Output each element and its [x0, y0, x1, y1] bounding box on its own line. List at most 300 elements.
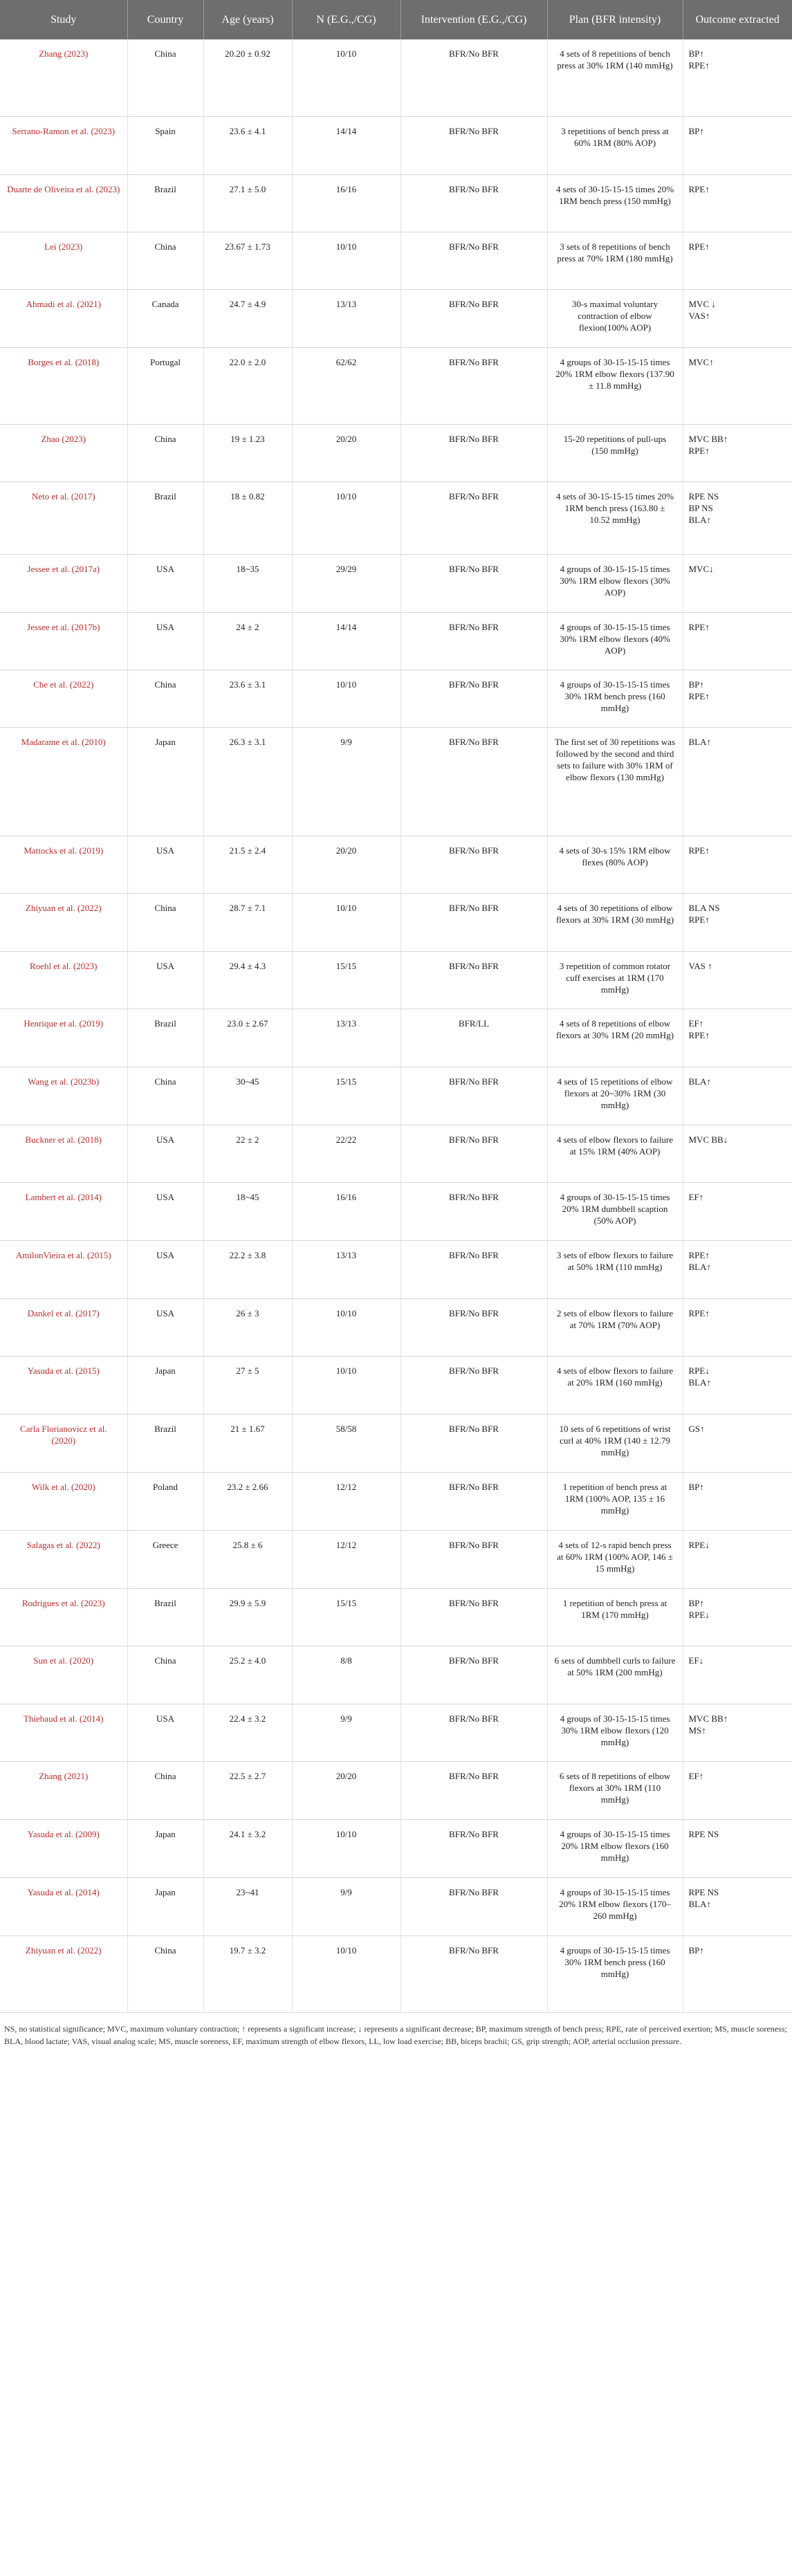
age-cell: 23.0 ± 2.67 — [203, 1009, 292, 1067]
country-cell: Japan — [127, 1356, 203, 1414]
age-cell: 23.67 ± 1.73 — [203, 232, 292, 289]
table-row — [0, 893, 792, 951]
outcome-item: MVC↑ — [688, 356, 714, 367]
outcome-cell — [683, 1472, 792, 1530]
table-row — [0, 1356, 792, 1414]
outcome-item: BP↑ — [688, 125, 704, 136]
age-cell: 22.2 ± 3.8 — [203, 1240, 292, 1298]
table-row — [0, 424, 792, 481]
age-cell: 24 ± 2 — [203, 612, 292, 670]
outcome-item: MS↑ — [688, 1724, 706, 1736]
age-cell: 29.9 ± 5.9 — [203, 1588, 292, 1646]
n-cell: 15/15 — [292, 1588, 400, 1646]
outcome-cell — [683, 116, 792, 174]
outcome-cell — [683, 1819, 792, 1877]
plan-cell: 3 sets of elbow flexors to failure at 50% 1RM (110 mmHg) — [547, 1240, 683, 1298]
plan-cell: 4 sets of 8 repetitions of elbow flexors at 30% 1RM (20 mmHg) — [547, 1009, 683, 1067]
intervention-cell: BFR/No BFR — [400, 670, 547, 727]
plan-cell: 3 repetition of common rotator cuff exercises at 1RM (170 mmHg) — [547, 951, 683, 1009]
study-cell: Yasuda et al. (2015) — [0, 1356, 127, 1414]
plan-cell: 4 sets of 8 repetitions of bench press at 30% 1RM (140 mmHg) — [547, 39, 683, 116]
outcome-cell — [683, 1877, 792, 1935]
country-cell: USA — [127, 1240, 203, 1298]
table-row — [0, 1414, 792, 1472]
plan-cell: 4 groups of 30-15-15-15 times 20% 1RM elbow flexors (170–260 mmHg) — [547, 1877, 683, 1935]
outcome-item: RPE↓ — [688, 1609, 710, 1620]
n-cell: 10/10 — [292, 232, 400, 289]
age-cell: 23.6 ± 4.1 — [203, 116, 292, 174]
plan-cell: 4 sets of 30-15-15-15 times 20% 1RM bench press (150 mmHg) — [547, 174, 683, 232]
table-row — [0, 1067, 792, 1125]
age-cell: 20.20 ± 0.92 — [203, 39, 292, 116]
age-cell: 24.1 ± 3.2 — [203, 1819, 292, 1877]
outcome-item: RPE↑ — [688, 621, 710, 632]
age-cell: 22.5 ± 2.7 — [203, 1761, 292, 1819]
study-cell: Mattocks et al. (2019) — [0, 836, 127, 893]
intervention-cell: BFR/No BFR — [400, 1935, 547, 2012]
plan-cell: 4 sets of 30-s 15% 1RM elbow flexes (80% AOP) — [547, 836, 683, 893]
age-cell: 23.2 ± 2.66 — [203, 1472, 292, 1530]
outcome-item: BLA↑ — [688, 514, 711, 525]
age-cell: 26.3 ± 3.1 — [203, 727, 292, 836]
intervention-cell: BFR/No BFR — [400, 951, 547, 1009]
outcome-cell — [683, 836, 792, 893]
table-footnote: NS, no statistical significance; MVC, maximum voluntary contraction; ↑ represents a significant increase; ↓ represents a significant decrease; BP, maximum strength of bench press; RPE, rate of perceived exertion; MS, muscle soreness; BLA, blood lactate; VAS, visual analog scale; MS, muscle soreness, EF, maximum strength of elbow flexors, LL, low load exercise; BB, biceps brachii; GS, grip strength; AOP, arterial occlusion pressure. — [4, 2023, 787, 2046]
n-cell: 62/62 — [292, 347, 400, 424]
header-country: Country — [127, 0, 203, 39]
age-cell: 28.7 ± 7.1 — [203, 893, 292, 951]
outcome-cell — [683, 1761, 792, 1819]
intervention-cell: BFR/No BFR — [400, 1472, 547, 1530]
country-cell: Japan — [127, 1877, 203, 1935]
country-cell: China — [127, 1067, 203, 1125]
intervention-cell: BFR/No BFR — [400, 1414, 547, 1472]
n-cell: 10/10 — [292, 481, 400, 554]
plan-cell: 4 sets of 12-s rapid bench press at 60% 1RM (100% AOP, 146 ± 15 mmHg) — [547, 1530, 683, 1588]
study-cell: Henrique et al. (2019) — [0, 1009, 127, 1067]
intervention-cell: BFR/No BFR — [400, 893, 547, 951]
intervention-cell: BFR/No BFR — [400, 1240, 547, 1298]
table-row — [0, 1009, 792, 1067]
table-row — [0, 347, 792, 424]
study-cell: Che et al. (2022) — [0, 670, 127, 727]
study-cell: Salagas et al. (2022) — [0, 1530, 127, 1588]
outcome-item: EF↑ — [688, 1018, 704, 1029]
outcome-cell — [683, 670, 792, 727]
country-cell: China — [127, 1935, 203, 2012]
study-cell: Yasuda et al. (2014) — [0, 1877, 127, 1935]
age-cell: 18~35 — [203, 554, 292, 612]
table-row — [0, 1646, 792, 1704]
table-row — [0, 670, 792, 727]
study-cell: Rodrigues et al. (2023) — [0, 1588, 127, 1646]
outcome-cell — [683, 424, 792, 481]
outcome-item: RPE↓ — [688, 1365, 710, 1376]
country-cell: China — [127, 39, 203, 116]
plan-cell: 4 groups of 30-15-15-15 times 30% 1RM bench press (160 mmHg) — [547, 1935, 683, 2012]
study-cell: Zhang (2023) — [0, 39, 127, 116]
outcome-cell — [683, 1240, 792, 1298]
n-cell: 15/15 — [292, 1067, 400, 1125]
plan-cell: 6 sets of dumbbell curls to failure at 50% 1RM (200 mmHg) — [547, 1646, 683, 1704]
outcome-item: VAS↑ — [688, 310, 710, 321]
plan-cell: 2 sets of elbow flexors to failure at 70% 1RM (70% AOP) — [547, 1298, 683, 1356]
table-row — [0, 1240, 792, 1298]
outcome-cell — [683, 1182, 792, 1240]
study-cell: Jessee et al. (2017a) — [0, 554, 127, 612]
outcome-cell — [683, 174, 792, 232]
age-cell: 29.4 ± 4.3 — [203, 951, 292, 1009]
country-cell: Japan — [127, 1819, 203, 1877]
study-cell: Borges et al. (2018) — [0, 347, 127, 424]
study-cell: Buckner et al. (2018) — [0, 1125, 127, 1182]
n-cell: 10/10 — [292, 1935, 400, 2012]
intervention-cell: BFR/No BFR — [400, 232, 547, 289]
table-row — [0, 612, 792, 670]
outcome-cell — [683, 1646, 792, 1704]
age-cell: 27 ± 5 — [203, 1356, 292, 1414]
n-cell: 10/10 — [292, 893, 400, 951]
intervention-cell: BFR/No BFR — [400, 347, 547, 424]
table-row — [0, 554, 792, 612]
table-row — [0, 951, 792, 1009]
outcome-item: BLA↑ — [688, 1076, 711, 1087]
outcome-cell — [683, 1704, 792, 1761]
n-cell: 10/10 — [292, 1356, 400, 1414]
intervention-cell: BFR/No BFR — [400, 424, 547, 481]
outcome-cell — [683, 951, 792, 1009]
outcome-item: RPE↑ — [688, 1307, 710, 1318]
n-cell: 8/8 — [292, 1646, 400, 1704]
country-cell: USA — [127, 836, 203, 893]
intervention-cell: BFR/No BFR — [400, 1646, 547, 1704]
study-cell: Carla Florianovicz et al. (2020) — [0, 1414, 127, 1472]
study-cell: Zhao (2023) — [0, 424, 127, 481]
age-cell: 26 ± 3 — [203, 1298, 292, 1356]
study-cell: Sun et al. (2020) — [0, 1646, 127, 1704]
outcome-cell — [683, 612, 792, 670]
table-body — [0, 39, 792, 2012]
intervention-cell: BFR/No BFR — [400, 1588, 547, 1646]
header-study: Study — [0, 0, 127, 39]
intervention-cell: BFR/No BFR — [400, 1704, 547, 1761]
age-cell: 19.7 ± 3.2 — [203, 1935, 292, 2012]
intervention-cell: BFR/No BFR — [400, 1530, 547, 1588]
age-cell: 22 ± 2 — [203, 1125, 292, 1182]
country-cell: China — [127, 670, 203, 727]
outcome-item: RPE↑ — [688, 690, 710, 701]
country-cell: USA — [127, 612, 203, 670]
study-cell: Roehl et al. (2023) — [0, 951, 127, 1009]
n-cell: 29/29 — [292, 554, 400, 612]
plan-cell: 10 sets of 6 repetitions of wrist curl at 40% 1RM (140 ± 12.79 mmHg) — [547, 1414, 683, 1472]
outcome-item: BP↑ — [688, 48, 704, 59]
study-cell: Zhiyuan et al. (2022) — [0, 893, 127, 951]
country-cell: Brazil — [127, 1414, 203, 1472]
age-cell: 22.0 ± 2.0 — [203, 347, 292, 424]
table-row — [0, 836, 792, 893]
n-cell: 58/58 — [292, 1414, 400, 1472]
n-cell: 10/10 — [292, 1298, 400, 1356]
study-cell: Zhiyuan et al. (2022) — [0, 1935, 127, 2012]
outcome-item: RPE↑ — [688, 1029, 710, 1040]
plan-cell: 6 sets of 8 repetitions of elbow flexors at 30% 1RM (110 mmHg) — [547, 1761, 683, 1819]
study-cell: Zhang (2021) — [0, 1761, 127, 1819]
outcome-item: RPE↑ — [688, 183, 710, 194]
study-cell: Duarte de Oliveira et al. (2023) — [0, 174, 127, 232]
country-cell: USA — [127, 1704, 203, 1761]
n-cell: 16/16 — [292, 1182, 400, 1240]
plan-cell: 4 groups of 30-15-15-15 times 20% 1RM elbow flexors (160 mmHg) — [547, 1819, 683, 1877]
intervention-cell: BFR/LL — [400, 1009, 547, 1067]
outcome-cell — [683, 481, 792, 554]
country-cell: Brazil — [127, 1009, 203, 1067]
intervention-cell: BFR/No BFR — [400, 612, 547, 670]
n-cell: 13/13 — [292, 1009, 400, 1067]
age-cell: 23~41 — [203, 1877, 292, 1935]
outcome-item: RPE↑ — [688, 914, 710, 925]
country-cell: USA — [127, 554, 203, 612]
header-age: Age (years) — [203, 0, 292, 39]
n-cell: 12/12 — [292, 1472, 400, 1530]
outcome-item: RPE↑ — [688, 60, 710, 71]
n-cell: 10/10 — [292, 39, 400, 116]
intervention-cell: BFR/No BFR — [400, 481, 547, 554]
plan-cell: 4 groups of 30-15-15-15 times 30% 1RM elbow flexors (30% AOP) — [547, 554, 683, 612]
plan-cell: 4 groups of 30-15-15-15 times 20% 1RM dumbbell scaption (50% AOP) — [547, 1182, 683, 1240]
outcome-item: VAS ↑ — [688, 960, 712, 971]
n-cell: 22/22 — [292, 1125, 400, 1182]
plan-cell: 1 repetition of bench press at 1RM (170 mmHg) — [547, 1588, 683, 1646]
plan-cell: 4 groups of 30-15-15-15 times 30% 1RM elbow flexors (40% AOP) — [547, 612, 683, 670]
intervention-cell: BFR/No BFR — [400, 727, 547, 836]
table-row — [0, 1877, 792, 1935]
outcome-cell — [683, 1009, 792, 1067]
intervention-cell: BFR/No BFR — [400, 116, 547, 174]
outcome-item: RPE NS — [688, 1886, 719, 1897]
outcome-cell — [683, 1588, 792, 1646]
outcome-item: BLA NS — [688, 902, 720, 913]
age-cell: 24.7 ± 4.9 — [203, 289, 292, 347]
n-cell: 14/14 — [292, 612, 400, 670]
study-cell: Neto et al. (2017) — [0, 481, 127, 554]
header-n: N (E.G.,/CG) — [292, 0, 400, 39]
table-row — [0, 1182, 792, 1240]
table-row — [0, 481, 792, 554]
country-cell: Spain — [127, 116, 203, 174]
n-cell: 14/14 — [292, 116, 400, 174]
age-cell: 25.2 ± 4.0 — [203, 1646, 292, 1704]
study-cell: Jessee et al. (2017b) — [0, 612, 127, 670]
plan-cell: 3 sets of 8 repetitions of bench press at 70% 1RM (180 mmHg) — [547, 232, 683, 289]
outcome-cell — [683, 232, 792, 289]
age-cell: 21.5 ± 2.4 — [203, 836, 292, 893]
table-row — [0, 116, 792, 174]
outcome-item: BLA↑ — [688, 736, 711, 747]
plan-cell: 4 groups of 30-15-15-15 times 30% 1RM elbow flexors (120 mmHg) — [547, 1704, 683, 1761]
outcome-item: RPE↓ — [688, 1539, 710, 1550]
country-cell: Brazil — [127, 1588, 203, 1646]
table-row — [0, 289, 792, 347]
age-cell: 18~45 — [203, 1182, 292, 1240]
plan-cell: 15-20 repetitions of pull-ups (150 mmHg) — [547, 424, 683, 481]
intervention-cell: BFR/No BFR — [400, 1877, 547, 1935]
outcome-item: MVC ↓ — [688, 298, 716, 309]
outcome-cell — [683, 554, 792, 612]
intervention-cell: BFR/No BFR — [400, 1819, 547, 1877]
plan-cell: 4 sets of 30-15-15-15 times 20% 1RM bench press (163.80 ± 10.52 mmHg) — [547, 481, 683, 554]
outcome-item: BP↑ — [688, 1944, 704, 1956]
intervention-cell: BFR/No BFR — [400, 39, 547, 116]
table-row — [0, 1761, 792, 1819]
intervention-cell: BFR/No BFR — [400, 174, 547, 232]
n-cell: 20/20 — [292, 424, 400, 481]
outcome-item: BP↑ — [688, 1481, 704, 1492]
table-row — [0, 174, 792, 232]
n-cell: 9/9 — [292, 1877, 400, 1935]
outcome-cell — [683, 1356, 792, 1414]
n-cell: 9/9 — [292, 1704, 400, 1761]
outcome-item: EF↑ — [688, 1770, 704, 1781]
intervention-cell: BFR/No BFR — [400, 1298, 547, 1356]
outcome-item: GS↑ — [688, 1423, 705, 1434]
header-intervention: Intervention (E.G.,/CG) — [400, 0, 547, 39]
age-cell: 22.4 ± 3.2 — [203, 1704, 292, 1761]
n-cell: 10/10 — [292, 670, 400, 727]
table-header — [0, 0, 792, 39]
table-row — [0, 1704, 792, 1761]
n-cell: 9/9 — [292, 727, 400, 836]
table-row — [0, 1298, 792, 1356]
n-cell: 20/20 — [292, 836, 400, 893]
country-cell: China — [127, 232, 203, 289]
n-cell: 15/15 — [292, 951, 400, 1009]
outcome-item: RPE↑ — [688, 1249, 710, 1260]
outcome-item: RPE↑ — [688, 445, 710, 456]
outcome-item: RPE↑ — [688, 845, 710, 856]
outcome-cell — [683, 1935, 792, 2012]
outcome-cell — [683, 1530, 792, 1588]
n-cell: 10/10 — [292, 1819, 400, 1877]
outcome-cell — [683, 893, 792, 951]
outcome-item: RPE NS — [688, 490, 719, 502]
outcome-item: BP↑ — [688, 679, 704, 690]
outcome-cell — [683, 1067, 792, 1125]
plan-cell: 4 groups of 30-15-15-15 times 20% 1RM elbow flexors (137.90 ± 11.8 mmHg) — [547, 347, 683, 424]
plan-cell: The first set of 30 repetitions was followed by the second and third sets to failure with 30% 1RM of elbow flexors (130 mmHg) — [547, 727, 683, 836]
study-cell: Wang et al. (2023b) — [0, 1067, 127, 1125]
intervention-cell: BFR/No BFR — [400, 1125, 547, 1182]
n-cell: 12/12 — [292, 1530, 400, 1588]
table-row — [0, 727, 792, 836]
study-cell: Ahmadi et al. (2021) — [0, 289, 127, 347]
outcome-cell — [683, 347, 792, 424]
intervention-cell: BFR/No BFR — [400, 554, 547, 612]
outcome-item: BLA↑ — [688, 1261, 711, 1272]
age-cell: 23.6 ± 3.1 — [203, 670, 292, 727]
outcome-item: MVC BB↑ — [688, 1713, 728, 1724]
country-cell: China — [127, 1761, 203, 1819]
intervention-cell: BFR/No BFR — [400, 1182, 547, 1240]
country-cell: China — [127, 1646, 203, 1704]
age-cell: 27.1 ± 5.0 — [203, 174, 292, 232]
n-cell: 13/13 — [292, 289, 400, 347]
plan-cell: 4 sets of elbow flexors to failure at 20% 1RM (160 mmHg) — [547, 1356, 683, 1414]
country-cell: USA — [127, 1182, 203, 1240]
n-cell: 20/20 — [292, 1761, 400, 1819]
country-cell: Poland — [127, 1472, 203, 1530]
table-row — [0, 1819, 792, 1877]
plan-cell: 30-s maximal voluntary contraction of elbow flexion(100% AOP) — [547, 289, 683, 347]
intervention-cell: BFR/No BFR — [400, 1356, 547, 1414]
country-cell: USA — [127, 951, 203, 1009]
outcome-cell — [683, 727, 792, 836]
header-outcome: Outcome extracted — [683, 0, 792, 39]
study-cell: Wilk et al. (2020) — [0, 1472, 127, 1530]
intervention-cell: BFR/No BFR — [400, 289, 547, 347]
outcome-item: BLA↑ — [688, 1377, 711, 1388]
plan-cell: 3 repetitions of bench press at 60% 1RM (80% AOP) — [547, 116, 683, 174]
outcome-item: MVC↓ — [688, 563, 714, 574]
table-row — [0, 1125, 792, 1182]
table-row — [0, 1472, 792, 1530]
study-cell: Yasuda et al. (2009) — [0, 1819, 127, 1877]
outcome-item: RPE↑ — [688, 241, 710, 252]
plan-cell: 4 sets of 15 repetitions of elbow flexors at 20~30% 1RM (30 mmHg) — [547, 1067, 683, 1125]
intervention-cell: BFR/No BFR — [400, 1067, 547, 1125]
plan-cell: 1 repetition of bench press at 1RM (100% AOP, 135 ± 16 mmHg) — [547, 1472, 683, 1530]
country-cell: Japan — [127, 727, 203, 836]
outcome-item: EF↓ — [688, 1655, 704, 1666]
header-plan: Plan (BFR intensity) — [547, 0, 683, 39]
outcome-cell — [683, 1298, 792, 1356]
table-row — [0, 232, 792, 289]
country-cell: China — [127, 893, 203, 951]
n-cell: 16/16 — [292, 174, 400, 232]
outcome-cell — [683, 289, 792, 347]
header-row — [0, 0, 792, 39]
study-cell: Madarame et al. (2010) — [0, 727, 127, 836]
age-cell: 25.8 ± 6 — [203, 1530, 292, 1588]
study-cell: Lei (2023) — [0, 232, 127, 289]
study-cell: Lambert et al. (2014) — [0, 1182, 127, 1240]
country-cell: Brazil — [127, 174, 203, 232]
outcome-item: BP NS — [688, 502, 713, 513]
country-cell: Greece — [127, 1530, 203, 1588]
country-cell: Brazil — [127, 481, 203, 554]
study-cell: Dankel et al. (2017) — [0, 1298, 127, 1356]
outcome-item: EF↑ — [688, 1191, 704, 1202]
intervention-cell: BFR/No BFR — [400, 1761, 547, 1819]
outcome-item: MVC BB↓ — [688, 1134, 728, 1145]
age-cell: 18 ± 0.82 — [203, 481, 292, 554]
n-cell: 13/13 — [292, 1240, 400, 1298]
country-cell: USA — [127, 1298, 203, 1356]
country-cell: USA — [127, 1125, 203, 1182]
country-cell: Canada — [127, 289, 203, 347]
plan-cell: 4 sets of 30 repetitions of elbow flexors at 30% 1RM (30 mmHg) — [547, 893, 683, 951]
outcome-cell — [683, 1125, 792, 1182]
outcome-item: RPE NS — [688, 1828, 719, 1839]
table-row — [0, 39, 792, 116]
country-cell: Portugal — [127, 347, 203, 424]
outcome-item: BP↑ — [688, 1597, 704, 1608]
plan-cell: 4 groups of 30-15-15-15 times 30% 1RM bench press (160 mmHg) — [547, 670, 683, 727]
outcome-cell — [683, 1414, 792, 1472]
plan-cell: 4 sets of elbow flexors to failure at 15% 1RM (40% AOP) — [547, 1125, 683, 1182]
study-cell: Thiebaud et al. (2014) — [0, 1704, 127, 1761]
intervention-cell: BFR/No BFR — [400, 836, 547, 893]
